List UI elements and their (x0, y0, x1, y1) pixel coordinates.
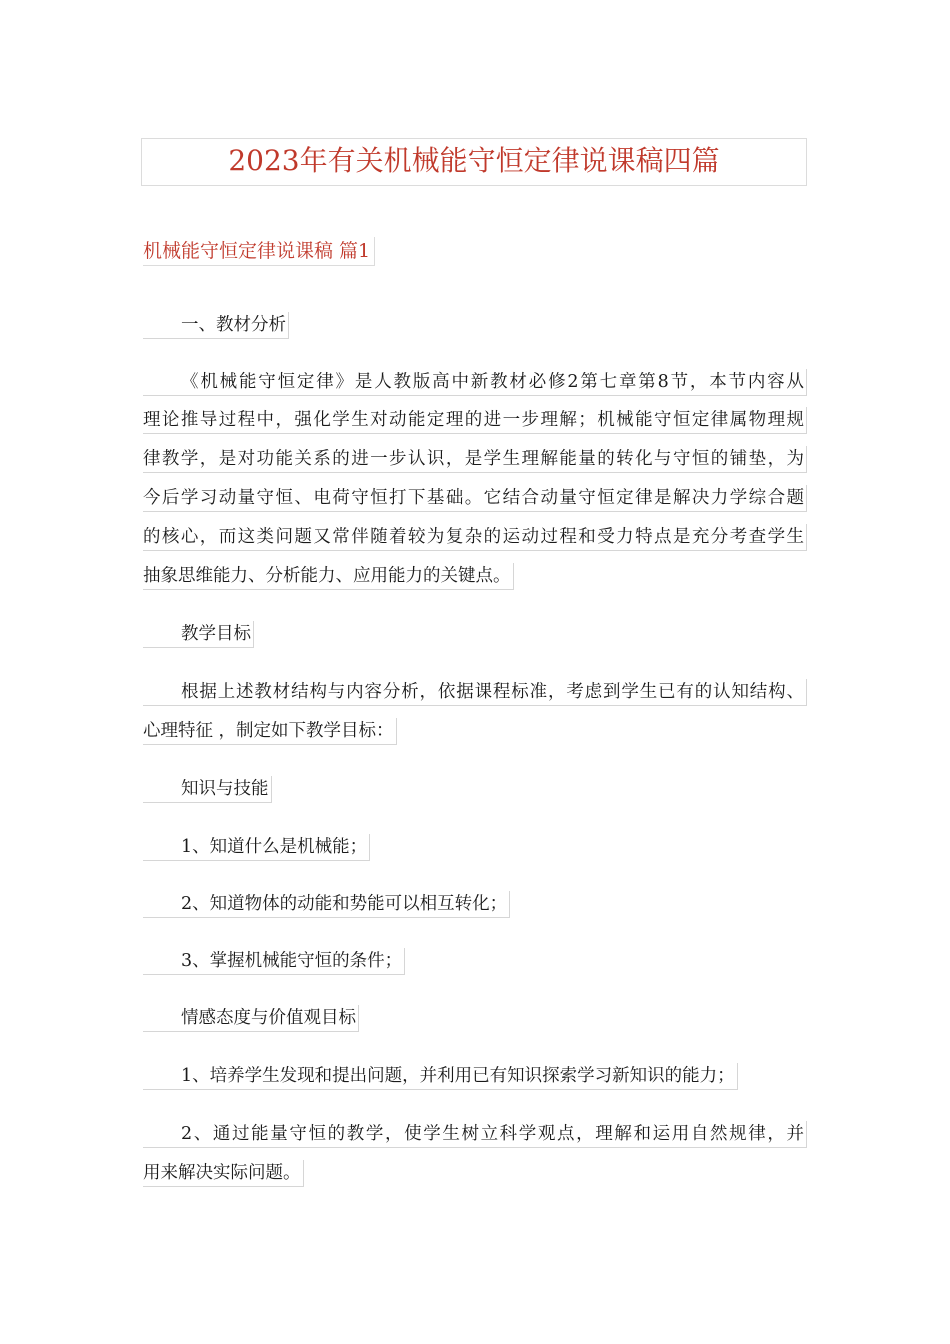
paragraph-line: 根据上述教材结构与内容分析，依据课程标准，考虑到学生已有的认知结构、 (143, 679, 807, 706)
list-item: 2、知道物体的动能和势能可以相互转化； (143, 891, 510, 918)
paragraph-line: 律教学，是对功能关系的进一步认识，是学生理解能量的转化与守恒的铺垫，为 (143, 446, 807, 473)
paragraph-line: 《机械能守恒定律》是人教版高中新教材必修2第七章第8节，本节内容从 (143, 369, 807, 396)
paragraph-line: 一、教材分析 (143, 312, 289, 339)
subheading-line: 情感态度与价值观目标 (143, 1005, 359, 1032)
list-item: 1、培养学生发现和提出问题，并利用已有知识探索学习新知识的能力； (143, 1063, 738, 1090)
paragraph-line: 心理特征 ，制定如下教学目标： (143, 718, 397, 745)
list-item: 2、通过能量守恒的教学，使学生树立科学观点，理解和运用自然规律，并 (143, 1121, 807, 1148)
section-heading: 机械能守恒定律说课稿 篇1 (143, 237, 375, 266)
list-item: 1、知道什么是机械能； (143, 834, 370, 861)
paragraph-line: 的核心，而这类问题又常伴随着较为复杂的运动过程和受力特点是充分考查学生 (143, 524, 807, 551)
subheading-line: 教学目标 (143, 621, 254, 648)
paragraph-line: 理论推导过程中，强化学生对动能定理的进一步理解；机械能守恒定律属物理规 (143, 407, 807, 434)
paragraph-line: 今后学习动量守恒、电荷守恒打下基础。它结合动量守恒定律是解决力学综合题 (143, 485, 807, 512)
subheading-line: 知识与技能 (143, 776, 272, 803)
document-title: 2023年有关机械能守恒定律说课稿四篇 (141, 138, 807, 186)
paragraph-line: 抽象思维能力、分析能力、应用能力的关键点。 (143, 563, 514, 590)
list-item: 用来解决实际问题。 (143, 1160, 304, 1187)
list-item: 3、掌握机械能守恒的条件； (143, 948, 405, 975)
